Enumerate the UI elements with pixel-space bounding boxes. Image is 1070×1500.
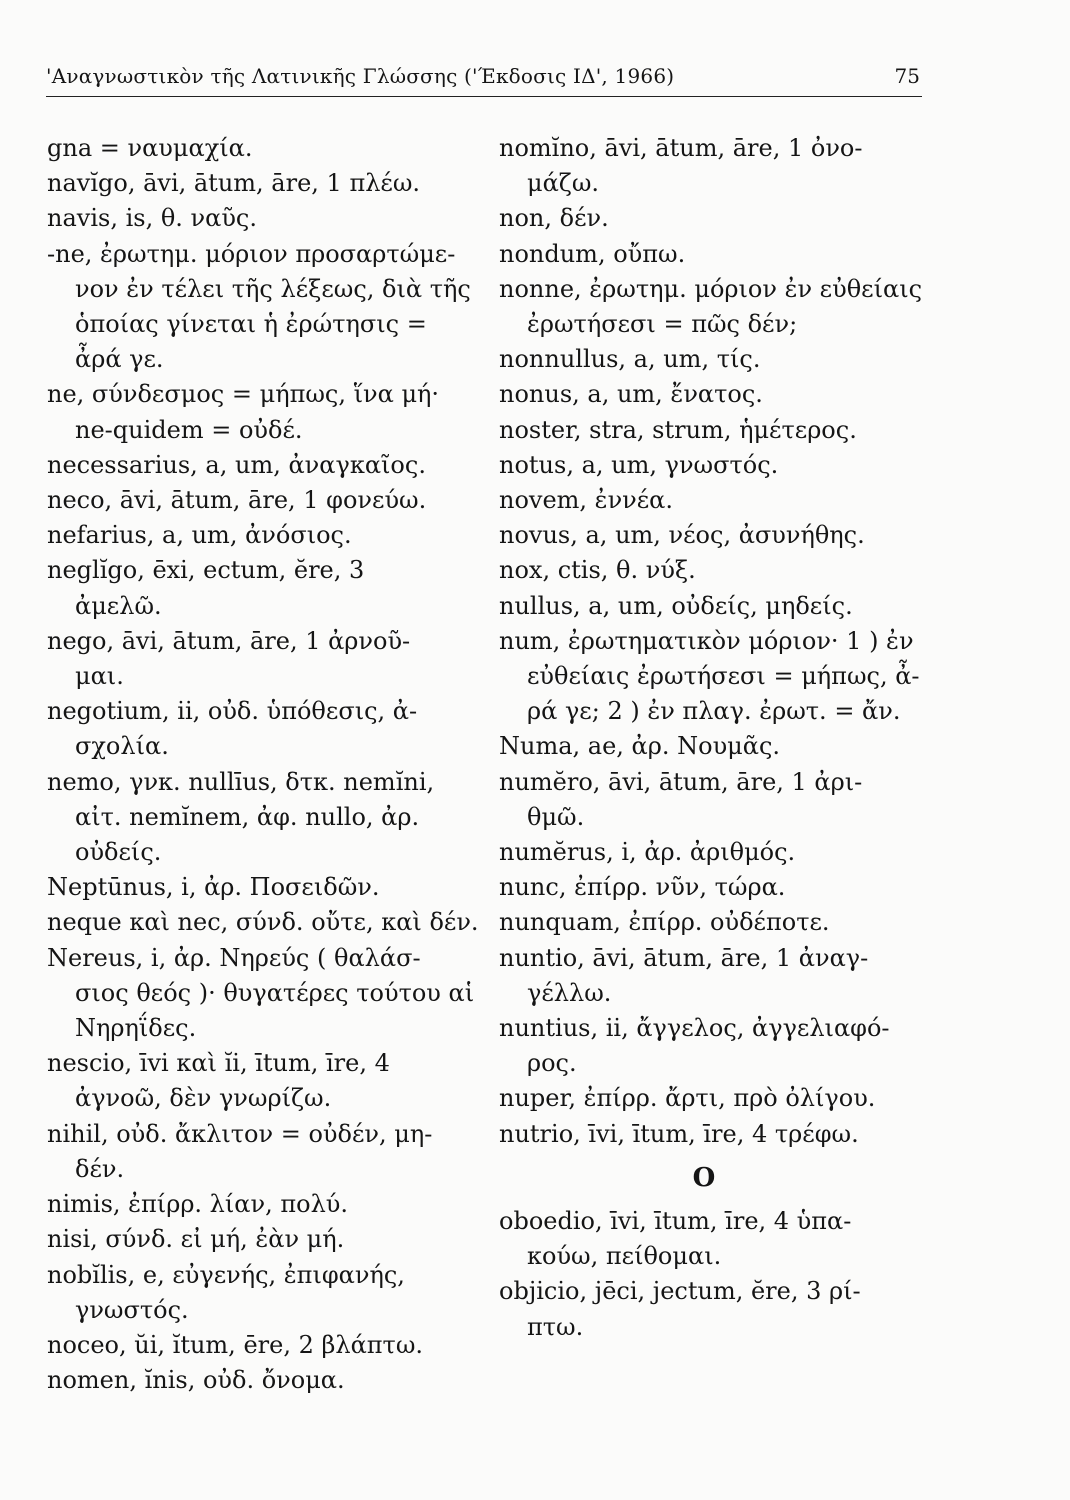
dictionary-line: γέλλω.: [527, 978, 612, 1007]
dictionary-line: novem, ἐννέα.: [499, 486, 674, 515]
dictionary-line: πτω.: [527, 1312, 584, 1341]
dictionary-line: δέν.: [75, 1154, 125, 1183]
dictionary-line: nonus, a, um, ἔνατος.: [499, 380, 763, 409]
dictionary-line: navis, is, θ. ναῦς.: [47, 204, 257, 233]
dictionary-line: νον ἐν τέλει τῆς λέξεως, διὰ τῆς: [75, 274, 471, 303]
dictionary-line: -ne, ἐρωτημ. μόριον προσαρτώμε-: [47, 239, 456, 268]
dictionary-line: nunquam, ἐπίρρ. οὐδέποτε.: [499, 908, 830, 937]
dictionary-line: οὐδείς.: [75, 838, 162, 867]
dictionary-line: ἀμελῶ.: [75, 591, 162, 620]
dictionary-line: navĭgo, āvi, ātum, āre, 1 πλέω.: [47, 169, 421, 198]
dictionary-line: notus, a, um, γνωστός.: [499, 450, 779, 479]
dictionary-line: nuntio, āvi, ātum, āre, 1 ἀναγ-: [499, 943, 869, 972]
dictionary-line: αἰτ. nemĭnem, ἀφ. nullo, ἀρ.: [75, 802, 420, 831]
dictionary-line: nimis, ἐπίρρ. λίαν, πολύ.: [47, 1190, 349, 1219]
dictionary-line: nullus, a, um, οὐδείς, μηδείς.: [499, 591, 853, 620]
dictionary-line: nobĭlis, e, εὐγενής, ἐπιφανής,: [47, 1260, 405, 1289]
dictionary-line: μαι.: [75, 662, 124, 691]
dictionary-line: noceo, ŭi, ĭtum, ēre, 2 βλάπτω.: [47, 1330, 424, 1359]
dictionary-line: nuper, ἐπίρρ. ἄρτι, πρὸ ὀλίγου.: [499, 1084, 876, 1113]
dictionary-line: neco, āvi, ātum, āre, 1 φονεύω.: [47, 486, 427, 515]
dictionary-line: neglĭgo, ēxi, ectum, ĕre, 3: [47, 556, 365, 585]
dictionary-line: nomĭno, āvi, ātum, āre, 1 ὀνο-: [499, 134, 863, 162]
dictionary-line: γνωστός.: [75, 1295, 189, 1324]
dictionary-line: oboedio, īvi, ītum, īre, 4 ὑπα-: [499, 1206, 852, 1235]
dictionary-line: ὁποίας γίνεται ἡ ἐρώτησις =: [75, 310, 427, 339]
dictionary-line: nunc, ἐπίρρ. νῦν, τώρα.: [499, 873, 786, 902]
dictionary-line: Νηρηΐδες.: [75, 1014, 197, 1043]
dictionary-line: Numa, ae, ἀρ. Νουμᾶς.: [499, 732, 781, 761]
dictionary-line: ne-quidem = οὐδέ.: [75, 415, 303, 444]
dictionary-line: nuntius, ii, ἄγγελος, ἀγγελιαφό-: [499, 1014, 890, 1043]
page-number: 75: [894, 64, 920, 88]
dictionary-line: σιος θεός )· θυγατέρες τούτου αἱ: [75, 978, 475, 1007]
dictionary-line: nefarius, a, um, ἀνόσιος.: [47, 521, 352, 550]
dictionary-line: nox, ctis, θ. νύξ.: [499, 556, 696, 585]
dictionary-line: nemo, γνκ. nullīus, δτκ. nemĭni,: [47, 767, 435, 796]
dictionary-line: neque καὶ nec, σύνδ. οὔτε, καὶ δέν.: [47, 908, 479, 937]
left-column: [47, 131, 477, 1398]
dictionary-line: nescio, īvi καὶ ĭi, ītum, īre, 4: [47, 1049, 390, 1078]
dictionary-line: numĕro, āvi, ātum, āre, 1 ἀρι-: [499, 767, 863, 796]
dictionary-line: ἀγνοῶ, δὲν γνωρίζω.: [75, 1084, 332, 1113]
dictionary-line: nonnullus, a, um, τίς.: [499, 345, 761, 374]
dictionary-line: ἐρωτήσεσι = πῶς δέν;: [527, 310, 798, 339]
dictionary-line: novus, a, um, νέος, ἀσυνήθης.: [499, 521, 865, 550]
dictionary-line: num, ἐρωτηματικὸν μόριον· 1 ) ἐν: [499, 626, 914, 655]
running-title: 'Αναγνωστικὸν τῆς Λατινικῆς Γλώσσης ('Έκδοσις ΙΔ', 1966): [46, 64, 675, 88]
dictionary-line: nomen, ĭnis, οὐδ. ὄνομα.: [47, 1366, 345, 1395]
right-column: [499, 131, 929, 1345]
dictionary-line: gna = ναυμαχία.: [47, 134, 253, 162]
dictionary-line: nihil, οὐδ. ἄκλιτον = οὐδέν, μη-: [47, 1119, 433, 1148]
dictionary-line: nondum, οὔπω.: [499, 239, 686, 268]
section-letter-heading: O: [692, 1162, 716, 1193]
dictionary-line: κούω, πείθομαι.: [527, 1242, 722, 1271]
dictionary-line: necessarius, a, um, ἀναγκαῖος.: [47, 450, 426, 479]
dictionary-line: numĕrus, i, ἀρ. ἀριθμός.: [499, 838, 796, 867]
dictionary-line: ἆρά γε.: [75, 345, 164, 374]
dictionary-line: ρά γε; 2 ) ἐν πλαγ. ἐρωτ. = ἄν.: [527, 697, 901, 726]
dictionary-line: Neptūnus, i, ἀρ. Ποσειδῶν.: [47, 873, 380, 902]
dictionary-line: σχολία.: [75, 732, 169, 761]
dictionary-line: θμῶ.: [527, 802, 585, 831]
dictionary-line: noster, stra, strum, ἡμέτερος.: [499, 415, 857, 444]
dictionary-line: εὐθείαις ἐρωτήσεσι = μήπως, ἆ-: [527, 662, 920, 691]
page-header: [46, 60, 922, 97]
dictionary-line: nonne, ἐρωτημ. μόριον ἐν εὐθείαις: [499, 274, 923, 303]
dictionary-line: μάζω.: [527, 169, 600, 198]
dictionary-line: negotium, ii, οὐδ. ὑπόθεσις, ἀ-: [47, 697, 418, 726]
dictionary-line: Nereus, i, ἀρ. Νηρεύς ( θαλάσ-: [47, 943, 421, 972]
dictionary-line: ρος.: [527, 1049, 577, 1078]
dictionary-line: objicio, jēci, jectum, ĕre, 3 ρί-: [499, 1277, 861, 1306]
dictionary-line: non, δέν.: [499, 204, 609, 233]
dictionary-line: nutrio, īvi, ītum, īre, 4 τρέφω.: [499, 1119, 859, 1148]
dictionary-line: nisi, σύνδ. εἰ μή, ἐὰν μή.: [47, 1225, 345, 1254]
dictionary-line: nego, āvi, ātum, āre, 1 ἀρνοῦ-: [47, 626, 411, 655]
dictionary-line: ne, σύνδεσμος = μήπως, ἵνα μή·: [47, 380, 440, 409]
